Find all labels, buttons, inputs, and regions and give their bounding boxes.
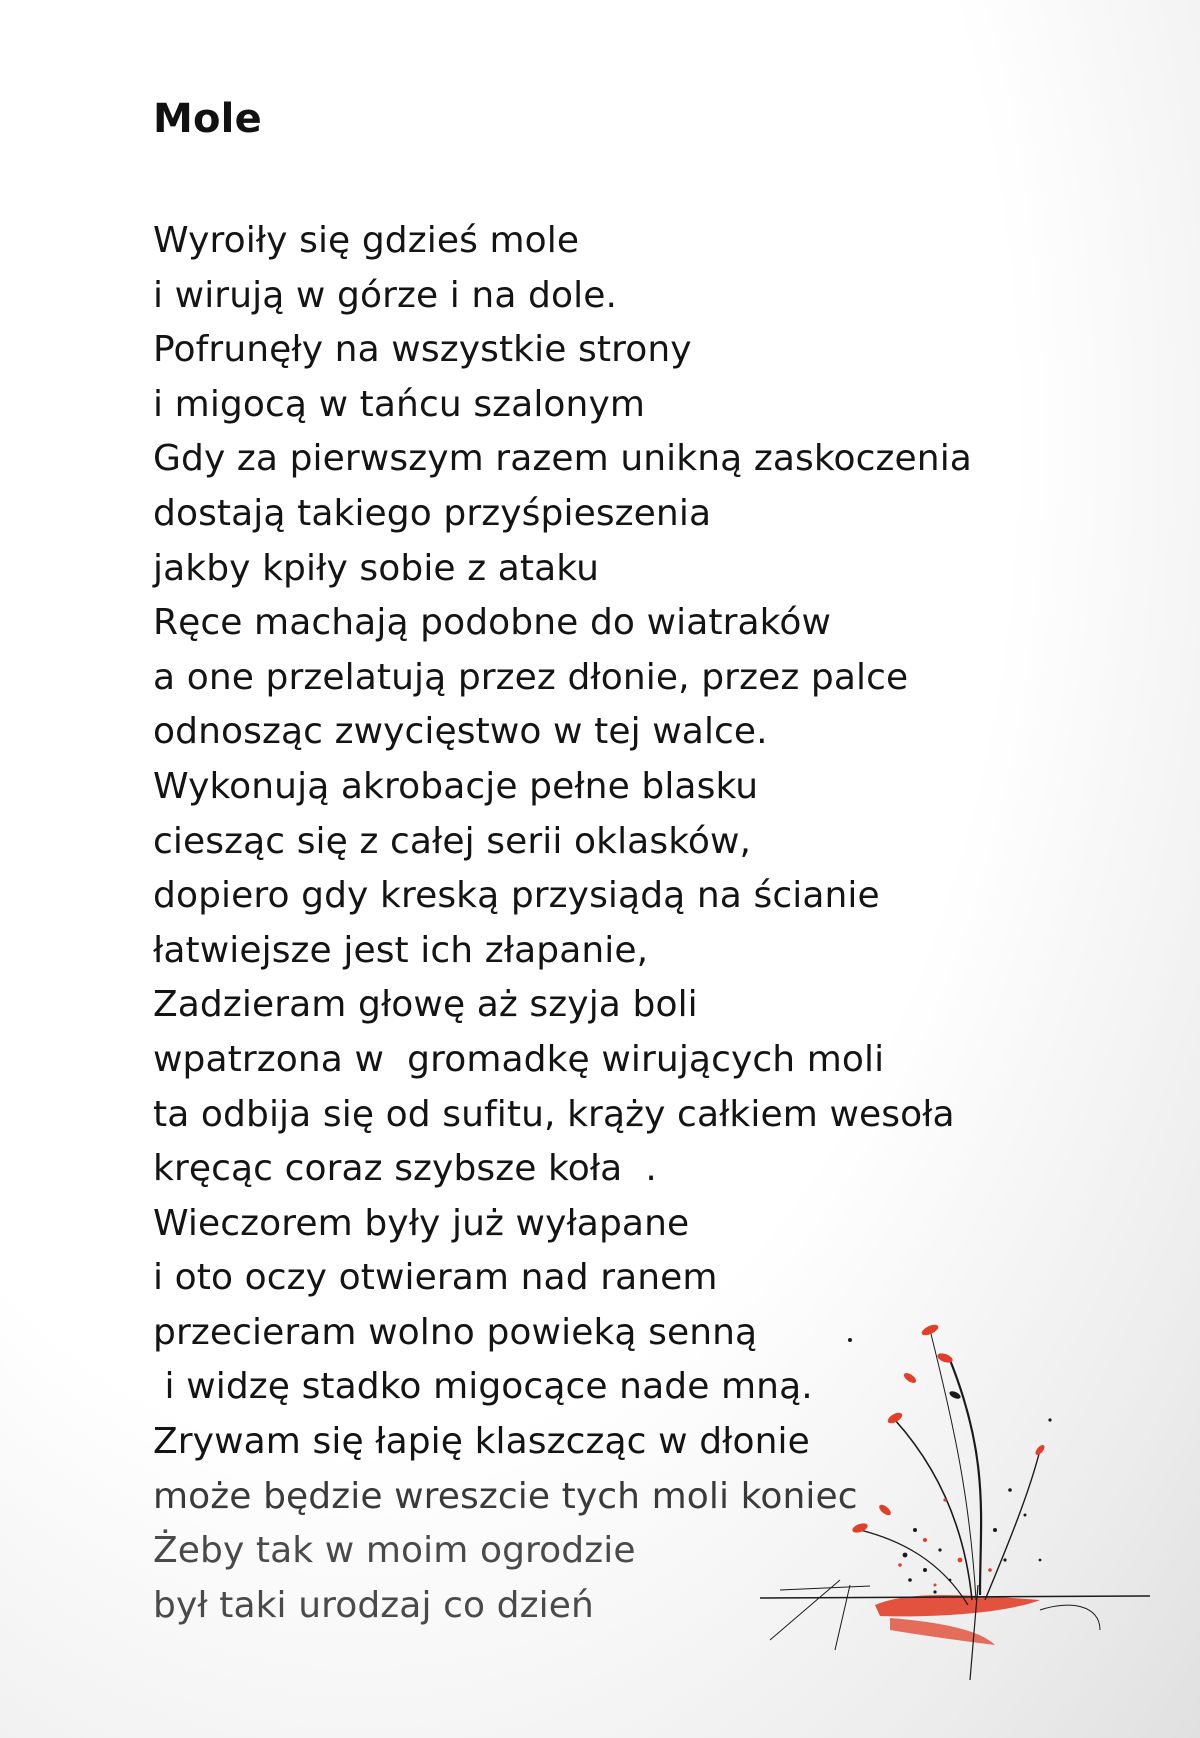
poem-line: dopiero gdy kreską przysiądą na ścianie (153, 875, 880, 917)
poem-line: Pofrunęły na wszystkie strony (153, 329, 692, 371)
poem-line: łatwiejsze jest ich złapanie, (153, 929, 649, 971)
poem-line: był taki urodzaj co dzień (153, 1584, 594, 1626)
poem-line: Wykonują akrobacje pełne blasku (153, 765, 759, 807)
poem-line: Zadzieram głowę aż szyja boli (153, 984, 698, 1026)
branch-stem (985, 1450, 1040, 1600)
poem-line: odnosząc zwycięstwo w tej walce. (153, 711, 768, 753)
red-leaf (1034, 1443, 1046, 1456)
poem-line: może będzie wreszcie tych moli koniec (153, 1475, 858, 1517)
ground-line (835, 1585, 850, 1650)
branch-stem (860, 1530, 968, 1605)
ground-line (780, 1586, 870, 1590)
poem-line: i oto oczy otwieram nad ranem (153, 1257, 718, 1299)
poem-line: i wirują w górze i na dole. (153, 274, 618, 316)
poem-line: dostają takiego przyśpieszenia (153, 492, 712, 534)
poem-title: Mole (153, 96, 262, 142)
poem-line: przecieram wolno powieką senną (153, 1311, 758, 1353)
poem-line: wpatrzona w gromadkę wirujących moli (153, 1038, 885, 1080)
poem-line: Żeby tak w moim ogrodzie (153, 1530, 636, 1572)
red-leaf (920, 1323, 940, 1338)
poem-line: ta odbija się od sufitu, krąży całkiem wesoła (153, 1093, 955, 1135)
poem-line: a one przelatują przez dłonie, przez palce (153, 656, 909, 698)
red-leaf (877, 1503, 892, 1517)
poem-line: i migocą w tańcu szalonym (153, 383, 646, 425)
ground-line (760, 1596, 1150, 1598)
red-leaf (886, 1411, 904, 1426)
poem-line: ciesząc się z całej serii oklasków, (153, 820, 752, 862)
poem-line: Ręce machają podobne do wiatraków (153, 602, 832, 644)
red-brush-smear (875, 1595, 1040, 1616)
poem-line: jakby kpiły sobie z ataku (153, 547, 600, 589)
poem-line: Gdy za pierwszym razem unikną zaskoczenia (153, 438, 972, 480)
red-brush-smear (890, 1618, 995, 1645)
red-leaf (851, 1522, 869, 1535)
red-leaf (902, 1371, 917, 1385)
poem-line: Wieczorem były już wyłapane (153, 1202, 690, 1244)
ink-branch-illustration (740, 1300, 1160, 1700)
ink-speckles (848, 1338, 1052, 1594)
poem-line: Wyroiły się gdzieś mole (153, 220, 580, 261)
poem-line: i widzę stadko migocące nade mną. (153, 1366, 813, 1408)
branch-stem (895, 1420, 972, 1600)
red-leaf (948, 1390, 961, 1401)
poem-line: kręcąc coraz szybsze koła . (153, 1148, 657, 1190)
red-speckles (898, 1498, 992, 1586)
poem-line: Zrywam się łapię klaszcząc w dłonie (153, 1421, 810, 1463)
ground-line (1040, 1605, 1100, 1630)
